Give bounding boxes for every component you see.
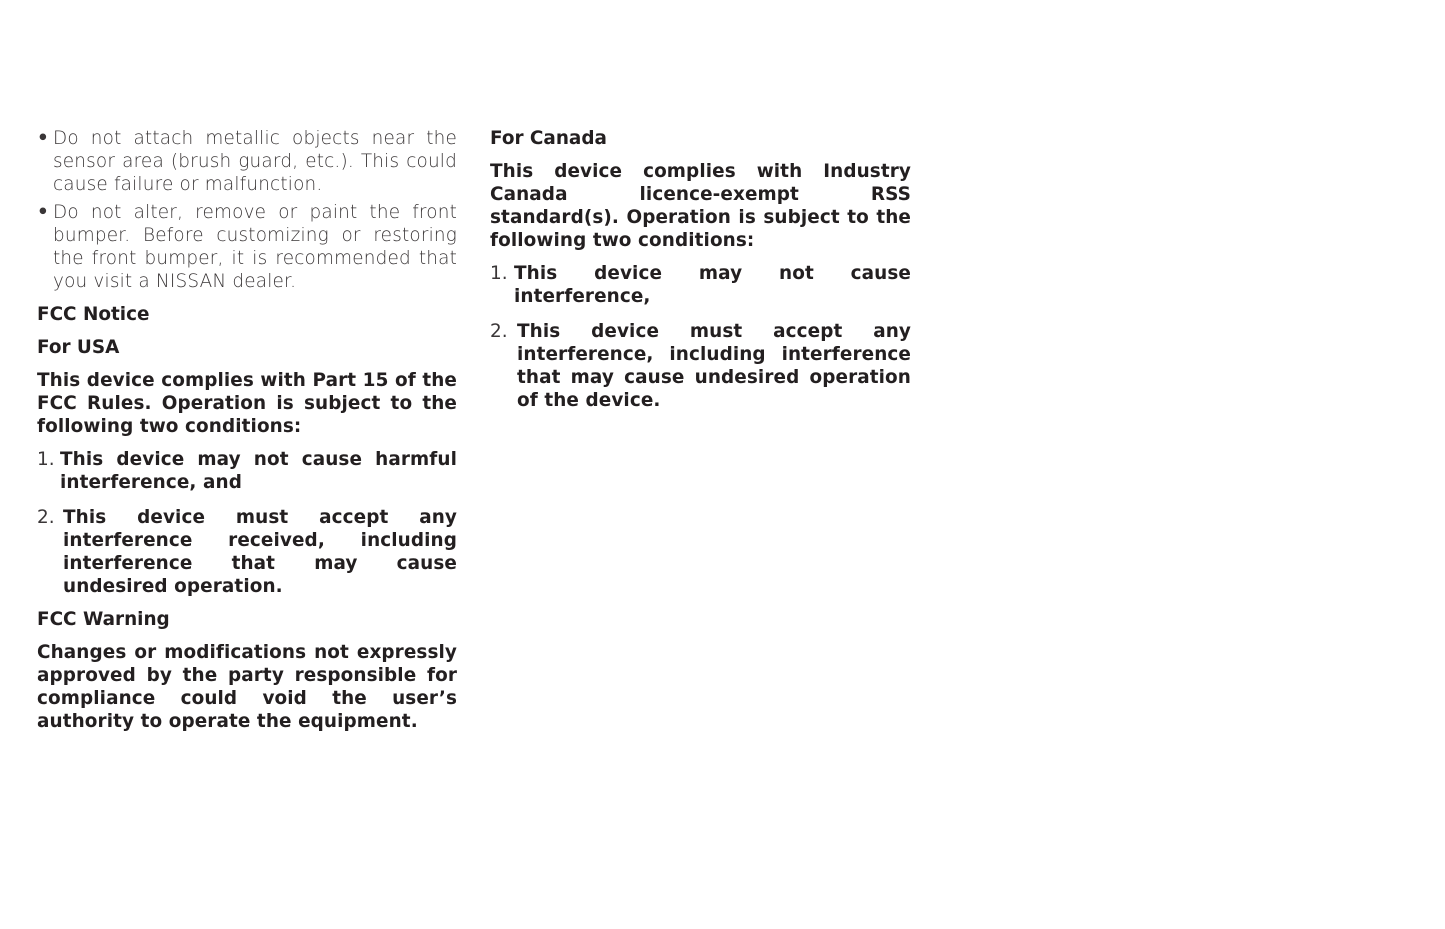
left-column [37, 127, 457, 733]
for-canada-heading: For Canada [490, 128, 607, 149]
usa-compliance-paragraph: This device complies with Part 15 of the FCC Rules. Operation is subject to the following two conditions: [37, 370, 457, 437]
list-item [37, 127, 457, 196]
bullet-marker: • [37, 202, 49, 223]
condition-text: This device may not cause harmful interference, and [60, 449, 457, 493]
condition-text: This device may not cause interference, [514, 263, 911, 307]
list-number: 1. [490, 263, 508, 284]
bullet-text: Do not alter, remove or paint the front bumper. Before customizing or restoring the front bumper, it is recommended that you visit a NISSAN dealer. [53, 202, 457, 292]
fcc-warning-paragraph: Changes or modifications not expressly approved by the party responsible for compliance could void the user’s authority to operate the equipment. [37, 642, 457, 732]
list-item [490, 320, 911, 412]
bullet-marker: • [37, 128, 49, 149]
canada-compliance-paragraph: This device complies with Industry Canada licence-exempt RSS standard(s). Operation is subject to the following two conditions: [490, 161, 911, 251]
condition-text: This device must accept any interference, including interference that may cause undesired operation of the device. [517, 321, 911, 411]
list-item [37, 201, 457, 293]
bullet-text: Do not attach metallic objects near the sensor area (brush guard, etc.). This could cause failure or malfunction. [53, 128, 457, 195]
for-usa-heading: For USA [37, 337, 120, 358]
fcc-notice-heading: FCC Notice [37, 304, 150, 325]
list-number: 2. [490, 321, 508, 342]
list-item [37, 448, 457, 494]
condition-text: This device must accept any interference received, including interference that may cause undesired operation. [63, 507, 457, 597]
fcc-warning-heading: FCC Warning [37, 609, 170, 630]
list-number: 2. [37, 507, 55, 528]
list-item [490, 262, 911, 308]
list-number: 1. [37, 449, 55, 470]
right-column [490, 127, 911, 412]
list-item [37, 506, 457, 598]
